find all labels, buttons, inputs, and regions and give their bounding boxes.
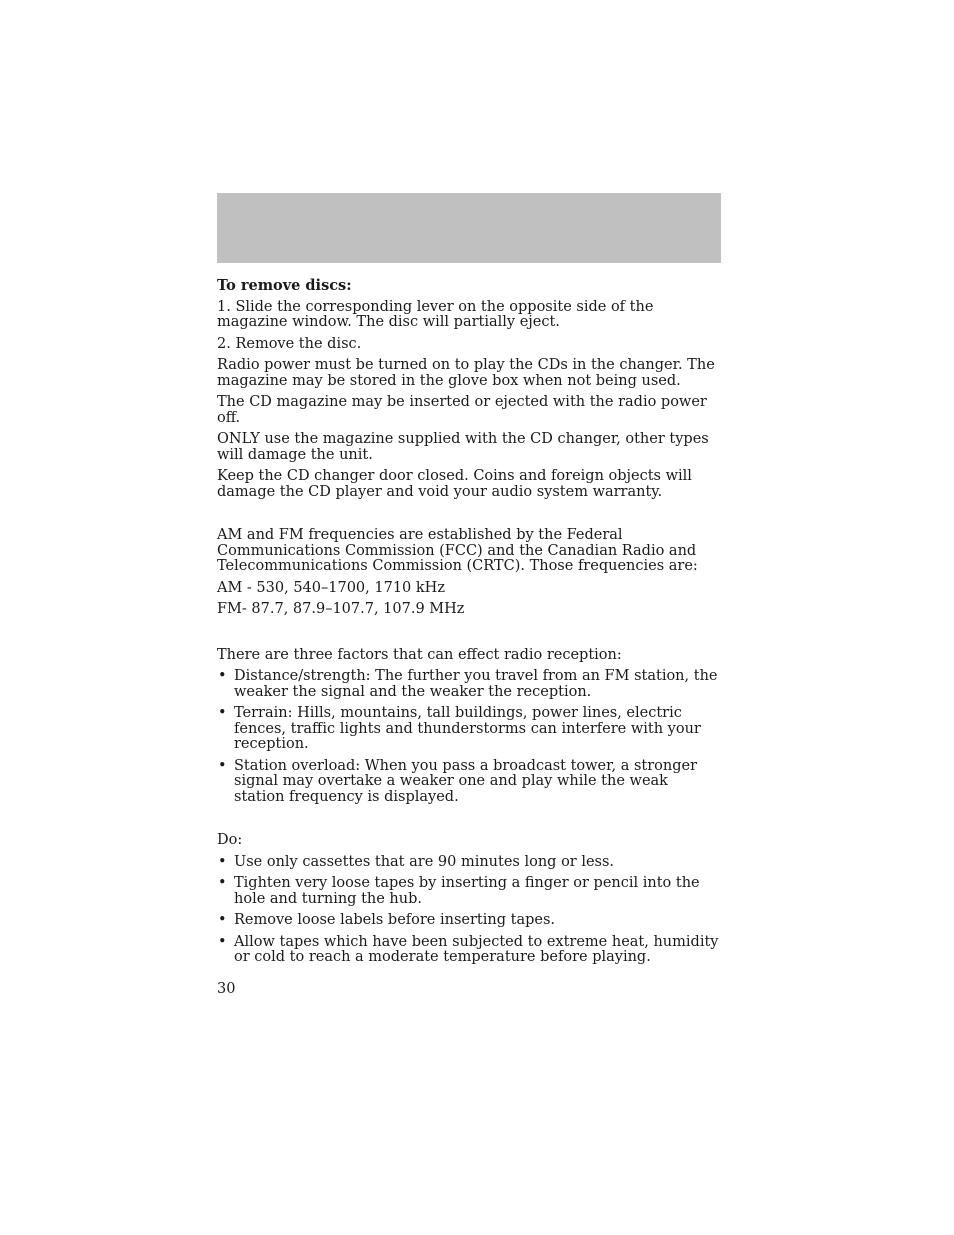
- remove-discs-step-1: 1. Slide the corresponding lever on the opposite side of the magazine window. The disc will partially eject.: [217, 298, 654, 330]
- list-item-text: Remove loose labels before inserting tapes.: [234, 912, 556, 928]
- bullet-icon: •: [218, 757, 227, 774]
- remove-discs-heading: To remove discs:: [217, 277, 352, 294]
- magazine-insert-paragraph: The CD magazine may be inserted or ejected with the radio power off.: [217, 394, 707, 426]
- remove-discs-step-2: 2. Remove the disc.: [217, 335, 362, 352]
- fm-frequencies: FM- 87.7, 87.9–107.7, 107.9 MHz: [217, 601, 465, 617]
- list-item: [217, 913, 721, 929]
- list-item: [217, 669, 721, 700]
- list-item: [217, 706, 721, 753]
- list-item: [217, 855, 721, 871]
- page-content: [217, 278, 721, 972]
- bullet-icon: •: [218, 875, 227, 891]
- list-item-text: Station overload: When you pass a broadcast tower, a stronger signal may overtake a weaker one and play while the weak station frequency is displayed.: [234, 757, 698, 805]
- section-header-banner: [217, 193, 721, 263]
- list-item-text: Allow tapes which have been subjected to extreme heat, humidity or cold to reach a moderate temperature before playing.: [234, 933, 719, 965]
- bullet-icon: •: [218, 853, 227, 870]
- cassettes-intro: Do:: [217, 832, 243, 848]
- frequencies-intro-paragraph: AM and FM frequencies are established by the Federal Communications Commission (FCC) and the Canadian Radio and Telecommunications Commission (CRTC). Those frequencies are:: [217, 527, 698, 574]
- radio-power-paragraph: Radio power must be turned on to play the CDs in the changer. The magazine may be stored in the glove box when not being used.: [217, 357, 715, 389]
- list-item-text: Tighten very loose tapes by inserting a finger or pencil into the hole and turning the hub.: [234, 875, 700, 907]
- list-item: [217, 935, 721, 966]
- bullet-icon: •: [218, 933, 227, 950]
- bullet-icon: •: [218, 912, 227, 928]
- magazine-only-paragraph: ONLY use the magazine supplied with the CD changer, other types will damage the unit.: [217, 431, 709, 463]
- am-frequencies: AM - 530, 540–1700, 1710 kHz: [217, 579, 445, 596]
- reception-intro-paragraph: There are three factors that can effect radio reception:: [217, 646, 622, 663]
- cassette-care-list: [217, 855, 721, 966]
- bullet-icon: •: [218, 705, 227, 721]
- changer-door-paragraph: Keep the CD changer door closed. Coins and foreign objects will damage the CD player and void your audio system warranty.: [217, 468, 692, 500]
- page-number: 30: [217, 981, 236, 997]
- list-item: [217, 759, 721, 806]
- list-item: [217, 876, 721, 907]
- bullet-icon: •: [218, 668, 227, 684]
- list-item-text: Terrain: Hills, mountains, tall buildings, power lines, electric fences, traffic lights and thunderstorms can interfere with your reception.: [234, 705, 701, 752]
- reception-factors-list: [217, 669, 721, 805]
- list-item-text: Use only cassettes that are 90 minutes long or less.: [234, 853, 615, 870]
- list-item-text: Distance/strength: The further you travel from an FM station, the weaker the signal and the weaker the reception.: [234, 668, 718, 700]
